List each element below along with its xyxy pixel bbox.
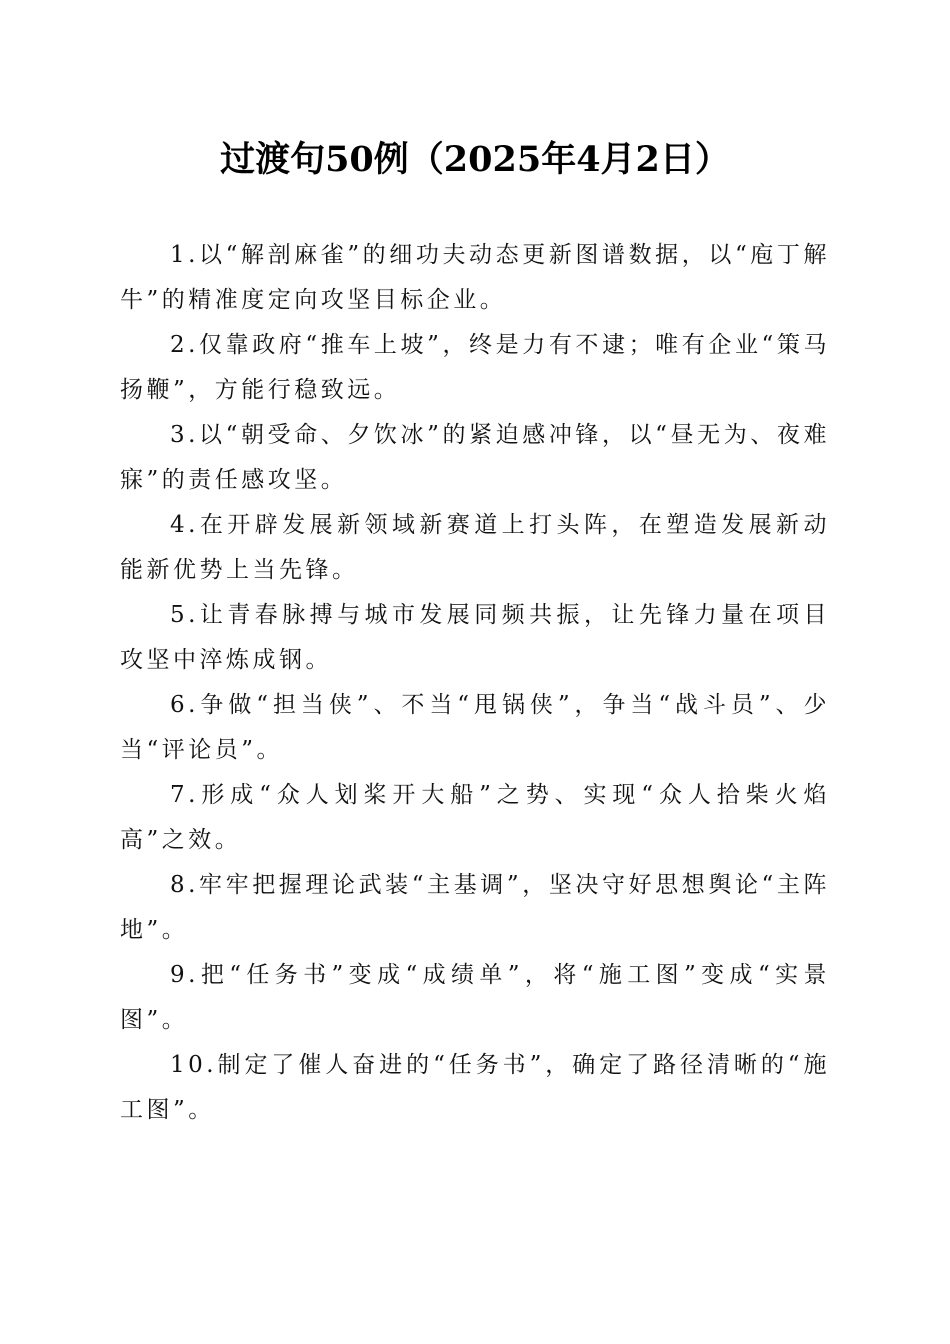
document-title: 过渡句50例（2025年4月2日） — [220, 139, 730, 180]
paragraph-5: 5.让青春脉搏与城市发展同频共振，让先锋力量在项目攻坚中淬炼成钢。 — [120, 602, 830, 673]
paragraph-3: 3.以“朝受命、夕饮冰”的紧迫感冲锋，以“昼无为、夜难寐”的责任感攻坚。 — [120, 422, 830, 493]
paragraph-6: 6.争做“担当侠”、不当“甩锅侠”，争当“战斗员”、少当“评论员”。 — [120, 692, 830, 763]
paragraph-4: 4.在开辟发展新领域新赛道上打头阵，在塑造发展新动能新优势上当先锋。 — [120, 512, 830, 583]
paragraph-9: 9.把“任务书”变成“成绩单”，将“施工图”变成“实景图”。 — [120, 962, 830, 1033]
paragraph-10: 10.制定了催人奋进的“任务书”，确定了路径清晰的“施工图”。 — [120, 1052, 830, 1123]
document-body — [120, 233, 830, 1133]
paragraph-7: 7.形成“众人划桨开大船”之势、实现“众人拾柴火焰高”之效。 — [120, 782, 830, 853]
paragraph-2: 2.仅靠政府“推车上坡”，终是力有不逮；唯有企业“策马扬鞭”，方能行稳致远。 — [120, 332, 830, 403]
paragraph-1: 1.以“解剖麻雀”的细功夫动态更新图谱数据，以“庖丁解牛”的精准度定向攻坚目标企业。 — [120, 242, 830, 313]
paragraph-8: 8.牢牢把握理论武装“主基调”，坚决守好思想舆论“主阵地”。 — [120, 872, 830, 943]
